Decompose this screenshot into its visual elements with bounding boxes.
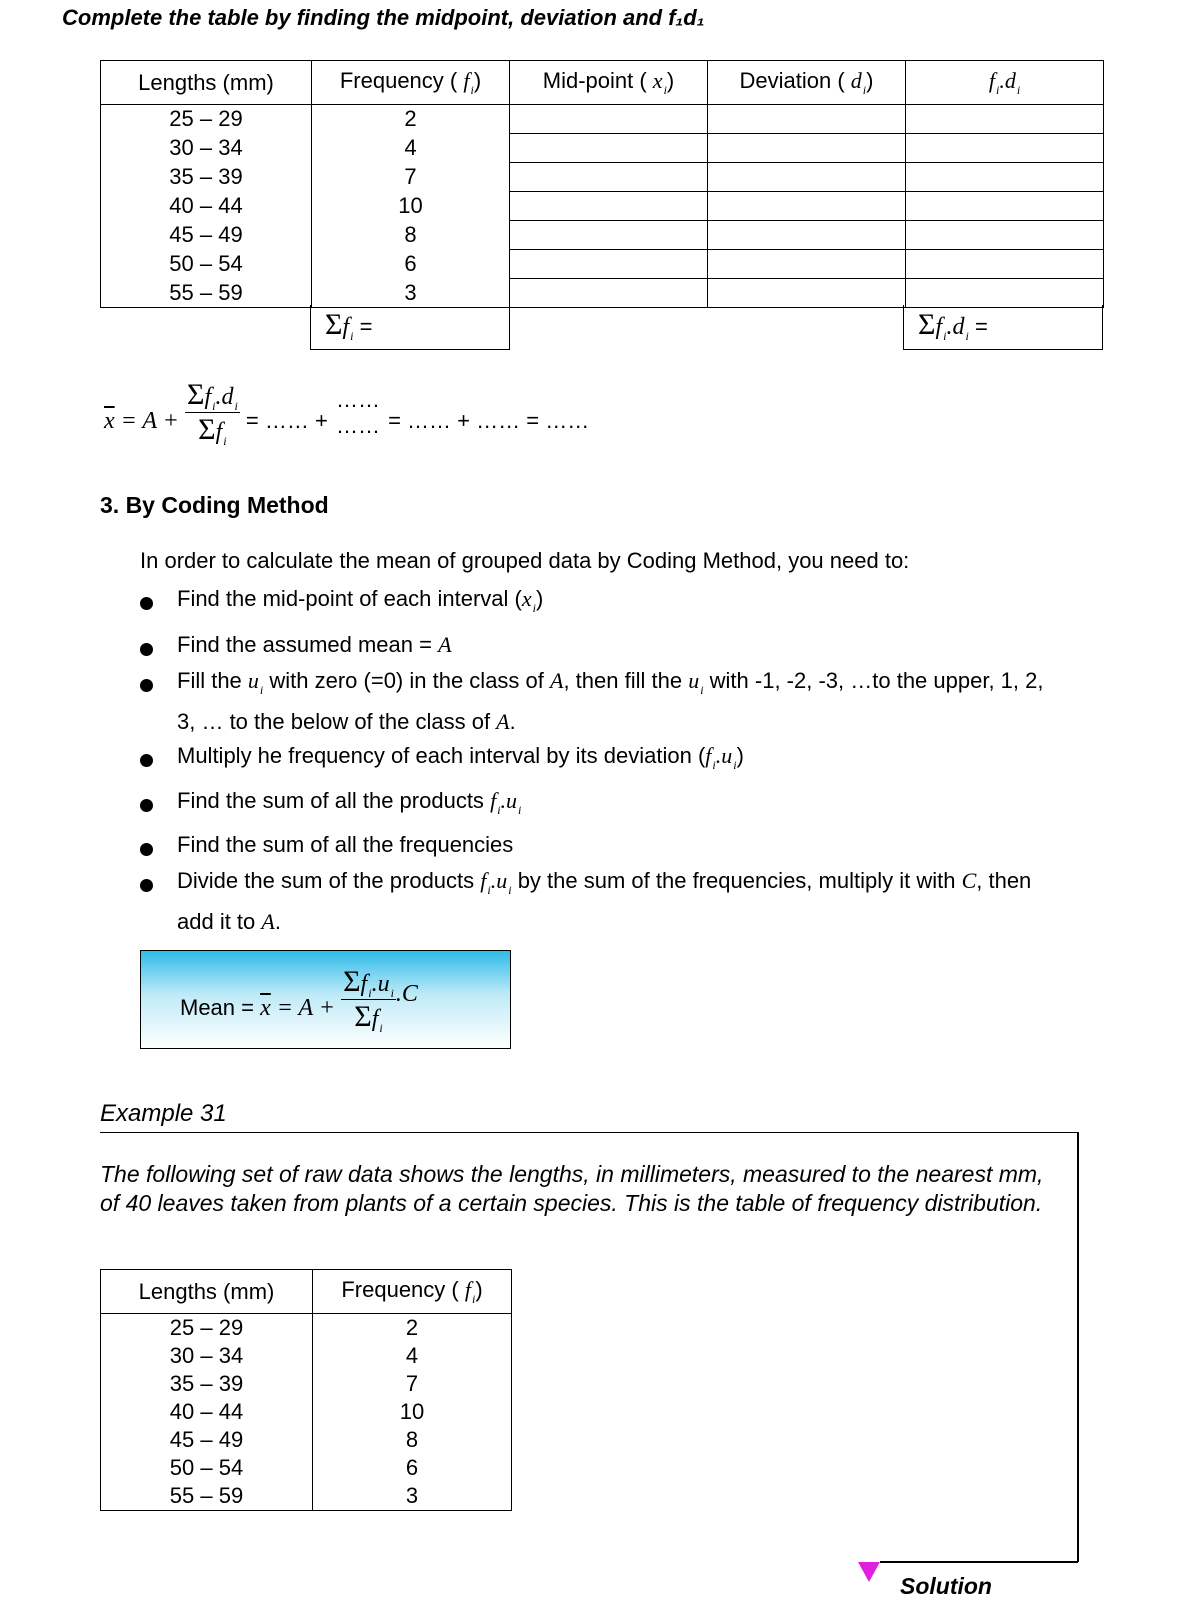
example-frequency-table [100, 1269, 512, 1511]
formula-dots-den: …… [335, 412, 380, 438]
sum-fd-box: $\Sigma f_i.d_i$ = [903, 305, 1103, 350]
cell-length: 55 – 59 [101, 279, 312, 308]
sum-fd-equals: = [974, 314, 988, 339]
bullet-icon [140, 754, 153, 767]
cell-frequency: 3 [313, 1482, 512, 1511]
cell-frequency: 8 [313, 1426, 512, 1454]
mean-label: Mean = [180, 995, 261, 1021]
table-row [101, 163, 1104, 192]
cell-frequency: 8 [312, 221, 510, 250]
cell-fd [906, 221, 1104, 250]
cell-midpoint [510, 134, 708, 163]
header-deviation: Deviation ( $d_i$) [708, 61, 906, 105]
cell-midpoint [510, 250, 708, 279]
table-row [101, 134, 1104, 163]
cell-deviation [708, 134, 906, 163]
cell-length: 45 – 49 [101, 1426, 313, 1454]
mean-formula-line: $\overline{x} = A$ + $\frac{\Sigma f_i.d_i}{\Sigma f_i}$ = …… + …… …… = …… + …… = …… [104, 378, 590, 448]
cell-length: 30 – 34 [101, 1342, 313, 1370]
example-title: Example 31 [100, 1100, 227, 1127]
cell-frequency: 4 [312, 134, 510, 163]
bullet-icon [140, 597, 153, 610]
header-frequency: Frequency ( $f_i$) [313, 1270, 512, 1314]
table-row [101, 221, 1104, 250]
cell-midpoint [510, 105, 708, 134]
cell-frequency: 6 [313, 1454, 512, 1482]
cell-length: 45 – 49 [101, 221, 312, 250]
sum-frequency-box: $\Sigma f_i$ = [310, 305, 510, 350]
table-row [101, 1314, 512, 1343]
cell-length: 35 – 39 [101, 163, 312, 192]
table-row [101, 1482, 512, 1511]
example-description: The following set of raw data shows the lengths, in millimeters, measured to the nearest mm, of 40 leaves taken from plants of a certain species. This is the table of frequency distribution. [100, 1161, 1044, 1216]
cell-length: 25 – 29 [101, 1314, 313, 1343]
solution-label: Solution [900, 1573, 992, 1599]
section-title: 3. By Coding Method [100, 492, 329, 518]
cell-length: 55 – 59 [101, 1482, 313, 1511]
section-intro: In order to calculate the mean of grouped data by Coding Method, you need to: [140, 548, 910, 573]
bullet-icon [140, 843, 153, 856]
coding-mean-formula-box: Mean = $\overline{x} = A$ + $\frac{\Sigma f_i.u_i}{\Sigma f_i}$ .C [140, 950, 511, 1049]
formula-rhs-1: = …… + [245, 408, 328, 434]
cell-fd [906, 192, 1104, 221]
cell-length: 40 – 44 [101, 1398, 313, 1426]
table-row [101, 1398, 512, 1426]
example-frame-divider [880, 1561, 1078, 1563]
example-frame-divider [1077, 1132, 1079, 1562]
cell-frequency: 10 [312, 192, 510, 221]
cell-fd [906, 279, 1104, 308]
bullet-icon [140, 679, 153, 692]
table-row [101, 1426, 512, 1454]
header-midpoint: Mid-point ( $x_i$) [510, 61, 708, 105]
cell-length: 35 – 39 [101, 1370, 313, 1398]
cell-frequency: 7 [313, 1370, 512, 1398]
cell-length: 50 – 54 [101, 1454, 313, 1482]
cell-frequency: 3 [312, 279, 510, 308]
example-frame-divider [100, 1132, 1078, 1133]
cell-deviation [708, 221, 906, 250]
cell-fd [906, 250, 1104, 279]
bullet-icon [140, 879, 153, 892]
cell-fd [906, 134, 1104, 163]
cell-midpoint [510, 221, 708, 250]
cell-frequency: 2 [313, 1314, 512, 1343]
cell-length: 25 – 29 [101, 105, 312, 134]
cell-frequency: 7 [312, 163, 510, 192]
cell-fd [906, 163, 1104, 192]
table-row [101, 105, 1104, 134]
cell-midpoint [510, 192, 708, 221]
table-row [101, 1342, 512, 1370]
cell-deviation [708, 250, 906, 279]
cell-length: 40 – 44 [101, 192, 312, 221]
table-row [101, 1370, 512, 1398]
header-frequency: Frequency ( $f_i$) [312, 61, 510, 105]
bullet-icon [140, 799, 153, 812]
cell-frequency: 2 [312, 105, 510, 134]
table-row [101, 1454, 512, 1482]
table-row [101, 279, 1104, 308]
header-lengths: Lengths (mm) [101, 61, 312, 105]
cell-midpoint [510, 279, 708, 308]
cell-frequency: 10 [313, 1398, 512, 1426]
cell-deviation [708, 105, 906, 134]
header-fd: $f_i.d_i$ [906, 61, 1104, 105]
table-header-row [101, 61, 1104, 105]
cell-fd [906, 105, 1104, 134]
sum-f-equals: = [359, 314, 373, 339]
sigma-symbol: Σ [918, 308, 936, 341]
sigma-symbol: Σ [325, 308, 343, 341]
cell-length: 30 – 34 [101, 134, 312, 163]
formula-dots-num: …… [335, 386, 380, 412]
cell-midpoint [510, 163, 708, 192]
table-midpoint-deviation [100, 60, 1104, 308]
solution-marker-icon [858, 1562, 880, 1582]
table-row [101, 192, 1104, 221]
table-header-row [101, 1270, 512, 1314]
bullet-icon [140, 643, 153, 656]
cell-deviation [708, 279, 906, 308]
cell-frequency: 4 [313, 1342, 512, 1370]
cell-frequency: 6 [312, 250, 510, 279]
table-row [101, 250, 1104, 279]
formula-rhs-2: = …… + …… = …… [388, 408, 590, 434]
instruction-heading: Complete the table by finding the midpoint, deviation and f₁d₁ [62, 5, 705, 30]
cell-deviation [708, 163, 906, 192]
header-lengths: Lengths (mm) [101, 1270, 313, 1314]
cell-deviation [708, 192, 906, 221]
cell-length: 50 – 54 [101, 250, 312, 279]
